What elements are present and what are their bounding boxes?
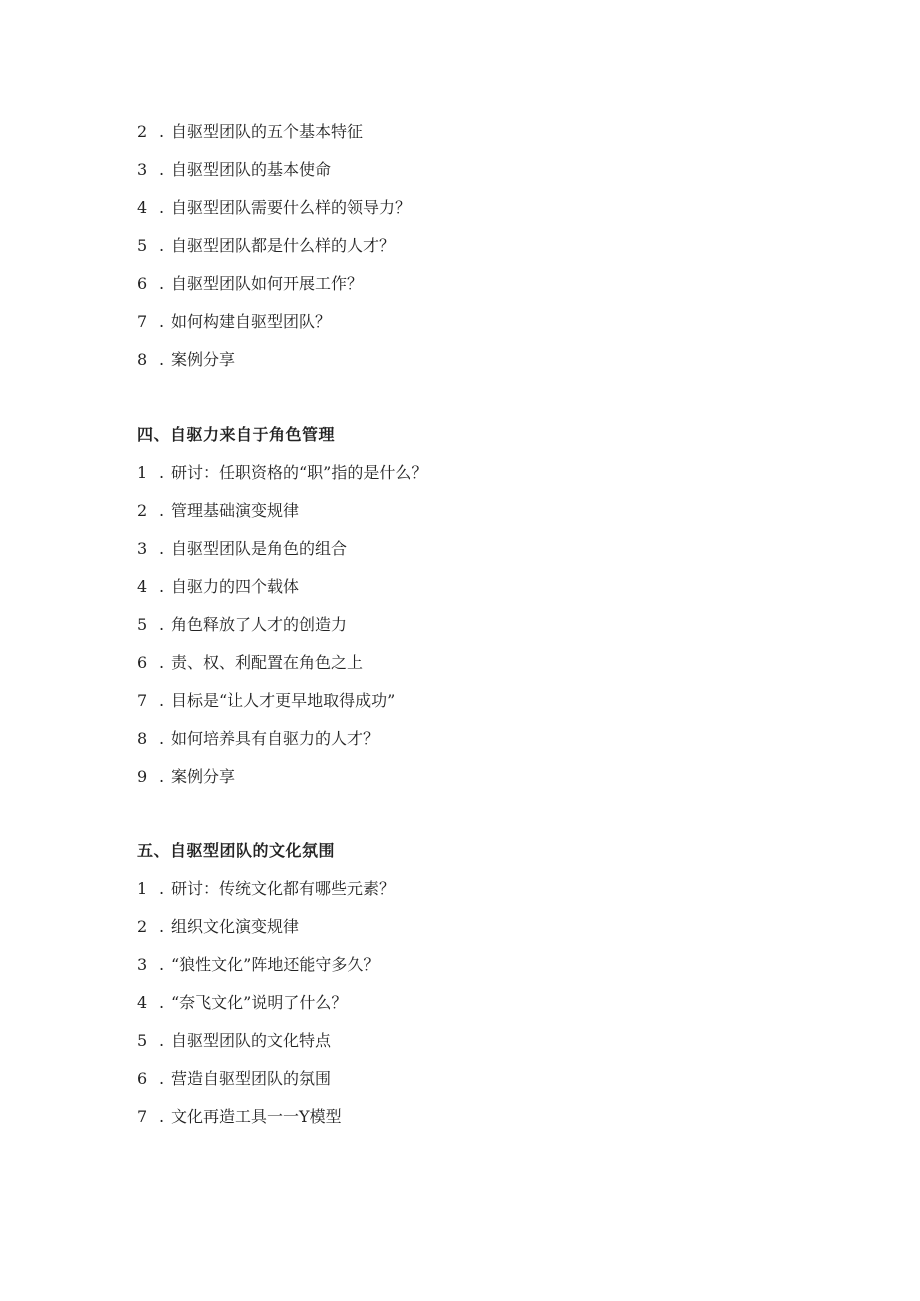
- list-item: [137, 536, 347, 562]
- item-separator: .: [159, 274, 165, 293]
- item-number: 2: [137, 122, 148, 141]
- item-number: 4: [137, 993, 148, 1012]
- item-text: 自驱型团队的文化特点: [171, 1031, 332, 1050]
- item-text: 自驱型团队需要什么样的领导力？: [171, 198, 412, 217]
- item-number: 8: [137, 729, 148, 748]
- item-number: 6: [137, 274, 148, 293]
- item-text: 目标是“让人才更早地取得成功”: [171, 691, 396, 710]
- item-separator: .: [159, 198, 165, 217]
- section-heading: 五、自驱型团队的文化氛围: [137, 841, 336, 860]
- item-separator: .: [159, 1107, 165, 1126]
- item-separator: .: [159, 767, 165, 786]
- item-text: 研讨：任职资格的“职”指的是什么？: [171, 463, 428, 482]
- item-separator: .: [159, 615, 165, 634]
- item-separator: .: [159, 917, 165, 936]
- item-number: 7: [137, 1107, 148, 1126]
- item-text: 案例分享: [171, 767, 236, 786]
- list-item: [137, 688, 395, 714]
- item-text: 案例分享: [171, 350, 236, 369]
- item-number: 1: [137, 463, 148, 482]
- item-separator: .: [159, 236, 165, 255]
- item-separator: .: [159, 463, 165, 482]
- list-item: [137, 1066, 331, 1092]
- list-item: [137, 764, 235, 790]
- list-item: [137, 876, 395, 902]
- item-separator: .: [159, 577, 165, 596]
- list-item: [137, 157, 331, 183]
- item-number: 8: [137, 350, 148, 369]
- list-item: [137, 990, 347, 1016]
- list-item: [137, 650, 363, 676]
- item-number: 3: [137, 955, 148, 974]
- item-separator: .: [159, 993, 165, 1012]
- item-number: 1: [137, 879, 148, 898]
- item-separator: .: [159, 312, 165, 331]
- list-item: [137, 195, 411, 221]
- list-item: [137, 1104, 342, 1130]
- item-number: 5: [137, 1031, 148, 1050]
- item-number: 3: [137, 539, 148, 558]
- list-item: [137, 1028, 331, 1054]
- item-number: 5: [137, 236, 148, 255]
- item-separator: .: [159, 160, 165, 179]
- item-text: 如何构建自驱型团队？: [171, 312, 332, 331]
- item-number: 5: [137, 615, 148, 634]
- item-text: 营造自驱型团队的氛围: [171, 1069, 332, 1088]
- list-item: [137, 914, 299, 940]
- item-text: 研讨：传统文化都有哪些元素？: [171, 879, 396, 898]
- list-item: [137, 309, 331, 335]
- item-number: 4: [137, 577, 148, 596]
- item-number: 2: [137, 917, 148, 936]
- list-item: [137, 498, 299, 524]
- item-separator: .: [159, 501, 165, 520]
- list-item: [137, 460, 427, 486]
- list-item: [137, 119, 363, 145]
- item-text: 自驱型团队都是什么样的人才？: [171, 236, 396, 255]
- list-item: [137, 726, 379, 752]
- item-text: 自驱型团队的五个基本特征: [171, 122, 364, 141]
- item-number: 3: [137, 160, 148, 179]
- item-text: 自驱型团队是角色的组合: [171, 539, 348, 558]
- list-item: [137, 574, 299, 600]
- item-text: 角色释放了人才的创造力: [171, 615, 348, 634]
- section-heading: 四、自驱力来自于角色管理: [137, 425, 336, 444]
- list-item: [137, 347, 235, 373]
- item-text: 管理基础演变规律: [171, 501, 300, 520]
- list-item: [137, 952, 379, 978]
- item-text: 责、权、利配置在角色之上: [171, 653, 364, 672]
- item-separator: .: [159, 691, 165, 710]
- item-number: 4: [137, 198, 148, 217]
- item-separator: .: [159, 122, 165, 141]
- item-text: 如何培养具有自驱力的人才？: [171, 729, 380, 748]
- item-number: 2: [137, 501, 148, 520]
- item-number: 9: [137, 767, 148, 786]
- item-separator: .: [159, 1031, 165, 1050]
- item-separator: .: [159, 539, 165, 558]
- item-number: 6: [137, 1069, 148, 1088]
- item-separator: .: [159, 879, 165, 898]
- item-number: 7: [137, 691, 148, 710]
- item-separator: .: [159, 729, 165, 748]
- item-separator: .: [159, 1069, 165, 1088]
- item-number: 6: [137, 653, 148, 672]
- item-text: 自驱力的四个载体: [171, 577, 300, 596]
- item-separator: .: [159, 350, 165, 369]
- item-text: 文化再造工具一一Y模型: [171, 1107, 342, 1126]
- item-text: 自驱型团队的基本使命: [171, 160, 332, 179]
- list-item: [137, 233, 395, 259]
- item-separator: .: [159, 653, 165, 672]
- item-text: 自驱型团队如何开展工作？: [171, 274, 364, 293]
- item-number: 7: [137, 312, 148, 331]
- item-text: “狼性文化”阵地还能守多久？: [171, 955, 380, 974]
- item-text: “奈飞文化”说明了什么？: [171, 993, 348, 1012]
- list-item: [137, 612, 347, 638]
- list-item: [137, 271, 363, 297]
- item-text: 组织文化演变规律: [171, 917, 300, 936]
- item-separator: .: [159, 955, 165, 974]
